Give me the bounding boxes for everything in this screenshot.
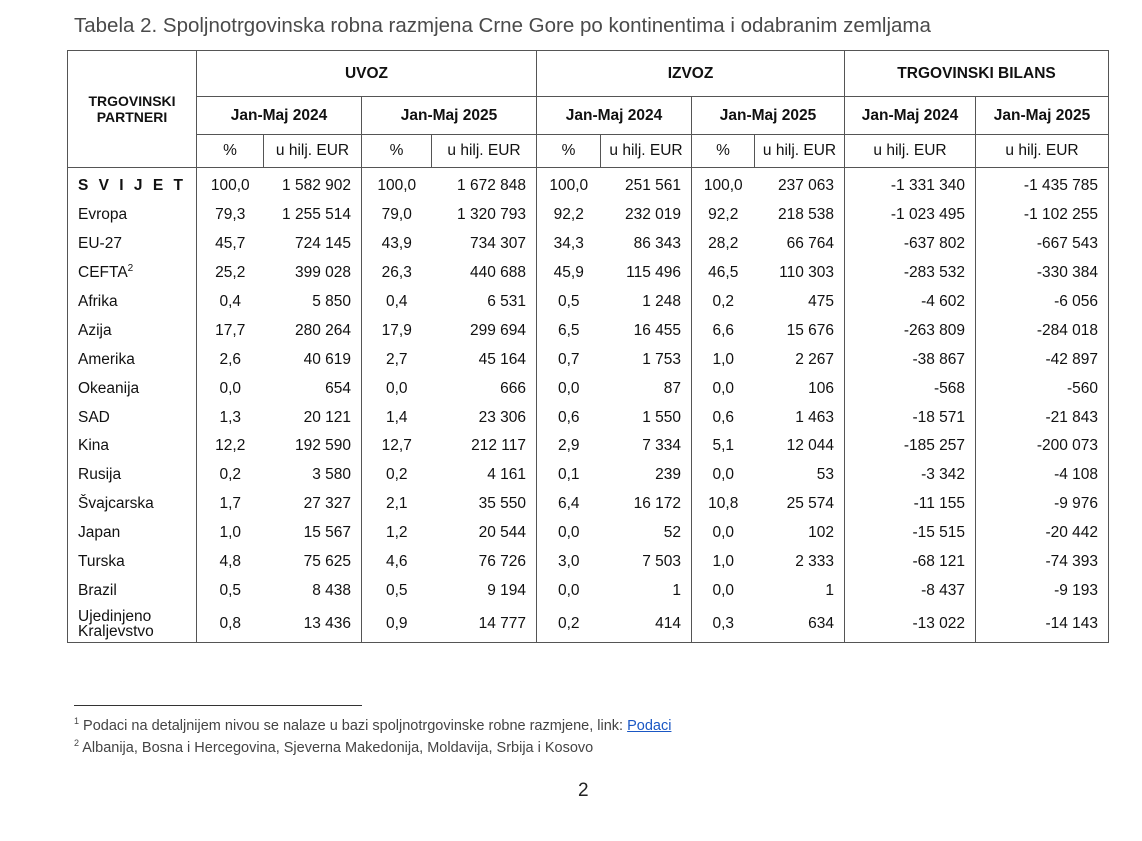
cell-izvoz25-val: 237 063: [755, 168, 845, 201]
cell-uvoz25-pct: 0,4: [385, 293, 408, 310]
cell-uvoz24-pct: 2,6: [219, 350, 242, 368]
cell-bilans25: -4 108: [976, 461, 1109, 490]
partner-name: [68, 345, 197, 374]
partners-header: [68, 51, 197, 168]
cell-bilans25: -14 143: [976, 605, 1109, 643]
cell-uvoz24-val: 399 028: [264, 259, 362, 288]
trade-table: [67, 50, 1109, 643]
partner-name: [68, 168, 197, 201]
partner-name: [68, 548, 197, 577]
cell-bilans25: -74 393: [976, 548, 1109, 577]
partner-name: [68, 374, 197, 403]
cell-izvoz24-val: 232 019: [601, 201, 692, 230]
partner-name: [68, 519, 197, 548]
cell-bilans24: -3 342: [845, 461, 976, 490]
cell-uvoz24-val: 280 264: [264, 316, 362, 345]
cell-uvoz25-val: 14 777: [432, 605, 537, 643]
izvoz-header: IZVOZ: [537, 51, 845, 97]
footnote-2-text: Albanija, Bosna i Hercegovina, Sjeverna Makedonija, Moldavija, Srbija i Kosovo: [82, 740, 594, 756]
cell-bilans25: -6 056: [976, 288, 1109, 317]
cell-uvoz25-pct: 0,0: [385, 379, 408, 397]
cell-bilans24: -8 437: [845, 576, 976, 605]
partner-name: [68, 201, 197, 230]
cell-izvoz25-val: 1: [755, 576, 845, 605]
cell-izvoz24-pct: 0,5: [557, 293, 580, 310]
table-row: [68, 519, 1109, 548]
table-row: [68, 461, 1109, 490]
table-row: [68, 230, 1109, 259]
table-row: [68, 576, 1109, 605]
cell-uvoz24-pct: 1,0: [219, 524, 242, 542]
cell-bilans24: -283 532: [845, 259, 976, 288]
partner-name: [68, 605, 197, 643]
cell-izvoz24-pct: 0,6: [557, 408, 580, 426]
cell-izvoz25-val: 25 574: [755, 490, 845, 519]
table-row: [68, 259, 1109, 288]
table-row: [68, 403, 1109, 432]
cell-bilans25: -1 102 255: [976, 201, 1109, 230]
cell-izvoz25-pct: 5,1: [712, 437, 735, 455]
cell-izvoz25-pct: 28,2: [708, 235, 739, 253]
cell-izvoz25-val: 218 538: [755, 201, 845, 230]
cell-izvoz25-val: 110 303: [755, 259, 845, 288]
table-body: [68, 168, 1109, 643]
cell-uvoz24-val: 1 255 514: [264, 201, 362, 230]
cell-uvoz24-val: 654: [264, 374, 362, 403]
cell-uvoz24-pct: 0,4: [219, 293, 242, 310]
table-row: [68, 605, 1109, 643]
uvoz-header: UVOZ: [197, 51, 537, 97]
cell-uvoz25-val: 1 672 848: [432, 168, 537, 201]
cell-uvoz25-val: 76 726: [432, 548, 537, 577]
izvoz-period-2024: Jan-Maj 2024: [537, 97, 692, 135]
footnote-1: [74, 718, 671, 734]
cell-bilans25: -42 897: [976, 345, 1109, 374]
cell-bilans25: -9 976: [976, 490, 1109, 519]
cell-uvoz24-pct: 1,3: [219, 408, 242, 426]
cell-izvoz25-pct: 0,6: [712, 408, 735, 426]
unit-header: u hilj. EUR: [601, 135, 692, 168]
cell-uvoz25-val: 45 164: [432, 345, 537, 374]
cell-izvoz24-val: 16 455: [601, 316, 692, 345]
partner-name-text: Rusija: [78, 466, 122, 484]
cell-uvoz24-pct: 79,3: [215, 206, 246, 224]
cell-izvoz24-val: 52: [601, 519, 692, 548]
cell-izvoz24-val: 16 172: [601, 490, 692, 519]
bilans-header: TRGOVINSKI BILANS: [845, 51, 1109, 97]
cell-uvoz25-val: 734 307: [432, 230, 537, 259]
cell-izvoz25-pct: 1,0: [712, 553, 735, 571]
cell-uvoz25-pct: 0,5: [385, 581, 408, 599]
cell-bilans24: -11 155: [845, 490, 976, 519]
cell-bilans24: -263 809: [845, 316, 976, 345]
cell-izvoz24-val: 7 503: [601, 548, 692, 577]
izvoz-period-2025: Jan-Maj 2025: [692, 97, 845, 135]
cell-izvoz24-pct: 6,5: [557, 321, 580, 339]
cell-uvoz24-val: 3 580: [264, 461, 362, 490]
cell-uvoz25-pct: 26,3: [381, 264, 412, 282]
cell-uvoz25-pct: 43,9: [381, 235, 412, 253]
footnote-2: [74, 740, 593, 756]
partner-name-text: Kina: [78, 437, 110, 455]
cell-izvoz25-pct: 10,8: [708, 495, 739, 513]
cell-izvoz24-pct: 0,7: [557, 350, 580, 368]
cell-bilans24: -1 023 495: [845, 201, 976, 230]
cell-izvoz25-pct: 0,0: [712, 466, 735, 484]
cell-uvoz24-val: 75 625: [264, 548, 362, 577]
table-row: [68, 168, 1109, 201]
partner-name-text: Turska: [78, 553, 125, 571]
cell-uvoz24-val: 13 436: [264, 605, 362, 643]
cell-uvoz24-pct: 0,0: [219, 379, 242, 397]
table-row: [68, 345, 1109, 374]
cell-uvoz25-val: 35 550: [432, 490, 537, 519]
cell-uvoz25-pct: 17,9: [381, 321, 412, 339]
cell-bilans25: -560: [976, 374, 1109, 403]
cell-uvoz25-val: 440 688: [432, 259, 537, 288]
cell-uvoz24-val: 27 327: [264, 490, 362, 519]
cell-izvoz24-val: 251 561: [601, 168, 692, 201]
partners-header-line2: PARTNERI: [96, 109, 168, 125]
cell-izvoz25-pct: 6,6: [712, 321, 735, 339]
cell-uvoz25-val: 20 544: [432, 519, 537, 548]
cell-izvoz25-pct: 0,0: [712, 524, 735, 542]
cell-uvoz25-pct: 4,6: [385, 553, 408, 571]
cell-bilans25: -667 543: [976, 230, 1109, 259]
table-row: [68, 548, 1109, 577]
cell-uvoz24-pct: 4,8: [219, 553, 242, 571]
cell-uvoz25-pct: 79,0: [381, 206, 412, 224]
cell-uvoz24-pct: 17,7: [215, 321, 246, 339]
cell-izvoz24-pct: 6,4: [557, 495, 580, 513]
cell-izvoz24-pct: 0,0: [557, 581, 580, 599]
cell-bilans24: -1 331 340: [845, 168, 976, 201]
cell-bilans25: -200 073: [976, 432, 1109, 461]
cell-izvoz24-pct: 0,1: [557, 466, 580, 484]
cell-bilans24: -637 802: [845, 230, 976, 259]
cell-bilans25: -9 193: [976, 576, 1109, 605]
partner-name-text: Azija: [78, 321, 112, 339]
partner-name-text: Evropa: [78, 206, 128, 224]
partners-header-line1: TRGOVINSKI: [88, 93, 176, 109]
partner-name-text: S V I J E T: [78, 177, 186, 195]
cell-uvoz24-val: 40 619: [264, 345, 362, 374]
partner-name: [68, 490, 197, 519]
cell-bilans24: -4 602: [845, 288, 976, 317]
cell-uvoz24-val: 15 567: [264, 519, 362, 548]
partner-name-text: Japan: [78, 524, 121, 542]
table-row: [68, 432, 1109, 461]
footnote-1-text: Podaci na detaljnijem nivou se nalaze u bazi spoljnotrgovinske robne razmjene, link:: [83, 718, 628, 734]
partner-name-text: Švajcarska: [78, 495, 154, 513]
partner-name-text: CEFTA: [78, 264, 128, 282]
unit-header: u hilj. EUR: [432, 135, 537, 168]
unit-header: u hilj. EUR: [264, 135, 362, 168]
cell-bilans25: -1 435 785: [976, 168, 1109, 201]
partner-name-text: Ujedinjeno Kraljevstvo: [78, 607, 154, 640]
partner-name-text: Afrika: [78, 293, 118, 310]
cell-uvoz24-val: 5 850: [264, 288, 362, 317]
cell-uvoz25-pct: 0,2: [385, 466, 408, 484]
cell-izvoz25-val: 106: [755, 374, 845, 403]
partner-name: [68, 230, 197, 259]
page-number: 2: [578, 780, 589, 801]
partner-name: [68, 461, 197, 490]
cell-uvoz24-val: 1 582 902: [264, 168, 362, 201]
partner-name-text: Brazil: [78, 581, 117, 599]
cell-uvoz24-val: 20 121: [264, 403, 362, 432]
cell-izvoz24-val: 7 334: [601, 432, 692, 461]
pct-header: %: [197, 135, 264, 168]
cell-bilans25: -21 843: [976, 403, 1109, 432]
uvoz-period-2025: Jan-Maj 2025: [362, 97, 537, 135]
cell-uvoz25-val: 299 694: [432, 316, 537, 345]
partner-name: [68, 288, 197, 317]
partner-name: [68, 403, 197, 432]
cell-izvoz25-val: 2 267: [755, 345, 845, 374]
unit-header: u hilj. EUR: [755, 135, 845, 168]
cell-bilans24: -568: [845, 374, 976, 403]
footnote-2-mark: 2: [74, 738, 80, 749]
cell-izvoz25-pct: 92,2: [708, 206, 739, 224]
cell-uvoz25-pct: 1,4: [385, 408, 408, 426]
cell-izvoz24-pct: 100,0: [549, 177, 589, 195]
pct-header: %: [362, 135, 432, 168]
cell-uvoz24-pct: 0,2: [219, 466, 242, 484]
cell-bilans24: -68 121: [845, 548, 976, 577]
cell-uvoz24-pct: 1,7: [219, 495, 242, 513]
footnote-1-mark: 1: [74, 716, 80, 727]
table-row: [68, 201, 1109, 230]
cell-izvoz24-val: 1 753: [601, 345, 692, 374]
unit-header: u hilj. EUR: [976, 135, 1109, 168]
partner-name-text: EU-27: [78, 235, 122, 253]
cell-uvoz25-pct: 2,7: [385, 350, 408, 368]
footnote-divider: [74, 705, 362, 706]
cell-bilans25: -20 442: [976, 519, 1109, 548]
cell-uvoz24-pct: 0,5: [219, 581, 242, 599]
cell-izvoz25-pct: 0,2: [712, 293, 735, 310]
cell-izvoz25-val: 15 676: [755, 316, 845, 345]
pct-header: %: [537, 135, 601, 168]
cell-izvoz25-val: 1 463: [755, 403, 845, 432]
cell-izvoz25-val: 66 764: [755, 230, 845, 259]
cell-izvoz25-val: 102: [755, 519, 845, 548]
cell-izvoz24-val: 86 343: [601, 230, 692, 259]
cell-izvoz25-val: 2 333: [755, 548, 845, 577]
table-title: Tabela 2. Spoljnotrgovinska robna razmjena Crne Gore po kontinentima i odabranim zemljama: [74, 14, 931, 37]
cell-uvoz25-val: 23 306: [432, 403, 537, 432]
partner-name: [68, 432, 197, 461]
cell-uvoz24-pct: 45,7: [215, 235, 246, 253]
partner-name-text: Okeanija: [78, 379, 140, 397]
cell-izvoz24-pct: 92,2: [553, 206, 584, 224]
cell-izvoz25-pct: 46,5: [708, 264, 739, 282]
cell-uvoz25-val: 666: [432, 374, 537, 403]
uvoz-period-2024: Jan-Maj 2024: [197, 97, 362, 135]
cell-izvoz24-pct: 3,0: [557, 553, 580, 571]
cell-izvoz25-pct: 0,0: [712, 379, 735, 397]
unit-header: u hilj. EUR: [845, 135, 976, 168]
cell-uvoz24-pct: 12,2: [215, 437, 246, 455]
cell-izvoz25-val: 634: [755, 605, 845, 643]
table-row: [68, 288, 1109, 317]
footnote-marker: 2: [127, 262, 134, 274]
cell-uvoz25-pct: 12,7: [381, 437, 412, 455]
cell-uvoz25-val: 1 320 793: [432, 201, 537, 230]
cell-izvoz24-val: 239: [601, 461, 692, 490]
cell-uvoz24-val: 192 590: [264, 432, 362, 461]
partner-name-text: Amerika: [78, 350, 135, 368]
cell-izvoz24-val: 414: [601, 605, 692, 643]
bilans-period-2025: Jan-Maj 2025: [976, 97, 1109, 135]
cell-izvoz25-pct: 100,0: [703, 177, 743, 195]
cell-izvoz24-val: 1: [601, 576, 692, 605]
cell-uvoz24-pct: 25,2: [215, 264, 246, 282]
table-row: [68, 374, 1109, 403]
cell-uvoz25-pct: 2,1: [385, 495, 408, 513]
cell-uvoz24-pct: 0,8: [197, 605, 264, 643]
table-row: [68, 490, 1109, 519]
cell-izvoz24-val: 1 248: [601, 288, 692, 317]
cell-izvoz24-pct: 45,9: [553, 264, 584, 282]
cell-uvoz25-val: 212 117: [432, 432, 537, 461]
cell-izvoz24-pct: 0,0: [557, 379, 580, 397]
partner-name: [68, 259, 197, 288]
cell-izvoz25-pct: 0,0: [712, 581, 735, 599]
partner-name-text: SAD: [78, 408, 110, 426]
cell-izvoz24-val: 115 496: [601, 259, 692, 288]
cell-bilans24: -38 867: [845, 345, 976, 374]
partner-name: [68, 316, 197, 345]
cell-izvoz24-val: 1 550: [601, 403, 692, 432]
cell-bilans24: -13 022: [845, 605, 976, 643]
cell-izvoz25-pct: 1,0: [712, 350, 735, 368]
cell-bilans24: -185 257: [845, 432, 976, 461]
cell-uvoz25-val: 4 161: [432, 461, 537, 490]
cell-izvoz24-pct: 34,3: [553, 235, 584, 253]
bilans-period-2024: Jan-Maj 2024: [845, 97, 976, 135]
podaci-link[interactable]: Podaci: [627, 718, 672, 734]
cell-izvoz25-val: 12 044: [755, 432, 845, 461]
cell-bilans24: -15 515: [845, 519, 976, 548]
cell-izvoz24-pct: 0,2: [537, 605, 601, 643]
partner-name: [68, 576, 197, 605]
cell-izvoz24-pct: 2,9: [557, 437, 580, 455]
cell-izvoz25-val: 475: [755, 288, 845, 317]
pct-header: %: [692, 135, 755, 168]
cell-uvoz25-pct: 100,0: [377, 177, 417, 195]
cell-bilans25: -284 018: [976, 316, 1109, 345]
cell-bilans25: -330 384: [976, 259, 1109, 288]
cell-uvoz24-pct: 100,0: [210, 177, 250, 195]
cell-uvoz24-val: 724 145: [264, 230, 362, 259]
cell-izvoz24-val: 87: [601, 374, 692, 403]
cell-izvoz25-val: 53: [755, 461, 845, 490]
cell-izvoz25-pct: 0,3: [692, 605, 755, 643]
cell-uvoz24-val: 8 438: [264, 576, 362, 605]
cell-izvoz24-pct: 0,0: [557, 524, 580, 542]
cell-uvoz25-val: 9 194: [432, 576, 537, 605]
table-row: [68, 316, 1109, 345]
cell-bilans24: -18 571: [845, 403, 976, 432]
cell-uvoz25-val: 6 531: [432, 288, 537, 317]
cell-uvoz25-pct: 0,9: [362, 605, 432, 643]
cell-uvoz25-pct: 1,2: [385, 524, 408, 542]
